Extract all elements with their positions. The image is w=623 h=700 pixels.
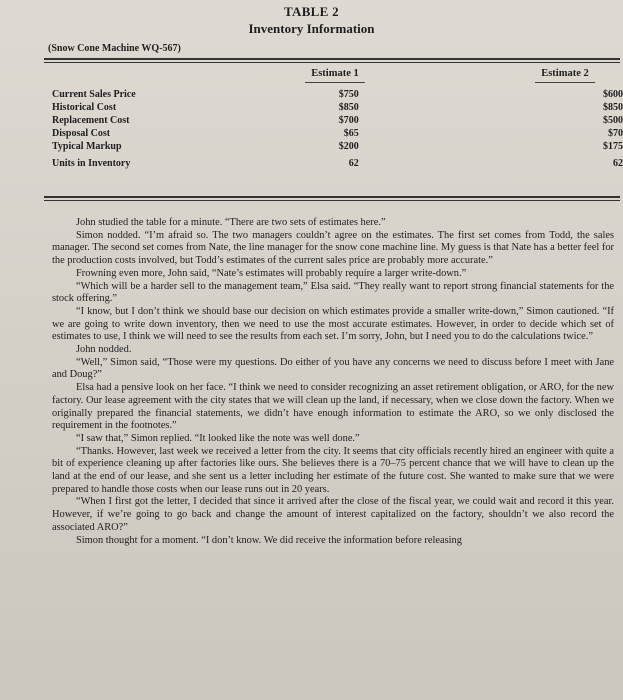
column-underline [305,82,365,83]
column-underline [535,82,595,83]
estimate-2-value: 62 [613,157,623,169]
row-label: Current Sales Price [52,88,136,100]
narrative-text [52,217,614,547]
table-bottom-rule [44,196,620,198]
table-subtitle: Inventory Information [248,21,375,36]
estimate-1-value: $65 [343,127,359,139]
row-label: Typical Markup [52,140,122,152]
table-title: TABLE 2 [284,4,339,19]
inventory-table [52,88,623,170]
table-top-rule-thin [44,62,620,63]
row-label: Units in Inventory [52,157,131,169]
estimate-2-value: $70 [608,127,623,139]
paragraph: “I saw that,” Simon replied. “It looked like the note was well done.” [76,432,360,444]
estimate-1-value: $700 [338,114,359,126]
row-label: Disposal Cost [52,127,111,139]
estimate-1-value: $850 [338,101,359,113]
paragraph: Simon thought for a moment. “I don’t know. We did receive the information before releasing [76,534,462,546]
estimate-1-value: $750 [338,88,359,100]
paragraph: “When I first got the letter, I decided that since it arrived after the close of the fiscal year, we could wait and record it this year. However, if we’re going to go back and change the amount of interest capitalized on the factory, shouldn’t we also record the associated ARO?” [52,496,614,533]
estimate-1-value: $200 [338,140,359,152]
table-row [52,88,623,101]
row-label: Replacement Cost [52,114,130,126]
table-top-rule [44,58,620,60]
paragraph: Simon nodded. “I’m afraid so. The two managers couldn’t agree on the estimates. The first set comes from Todd, the sales manager. The second set comes from Nate, the line manager for the snow cone machine line. My guess is that Nate has a better feel for the production costs involved, but Todd’s estimates of the current sales price are probably more accurate.” [52,229,614,267]
estimate-2-value: $600 [603,88,623,100]
table-row [52,140,623,153]
table-caption: (Snow Cone Machine WQ-567) [48,43,181,54]
table-row [52,101,623,114]
paragraph: “I know, but I don’t think we should base our decision on which estimates provide a smaller write-down,” Simon cautioned. “If we are going to write down inventory, then we need to use the most accurate estimates. However, in order to decide which set of estimates to use, I think we will need to see the results from each set. I’m sorry, John, but I need you to do the calculations twice.” [52,305,614,343]
paragraph: Frowning even more, John said, “Nate’s estimates will probably require a larger write-down.” [76,267,467,279]
table-bottom-rule-thin [44,200,620,201]
estimate-2-value: $175 [603,140,623,152]
paragraph: “Well,” Simon said, “Those were my questions. Do either of you have any concerns we need to discuss before I meet with Jane and Doug?” [52,356,614,381]
paragraph: “Thanks. However, last week we received a letter from the city. It seems that city officials recently hired an engineer with quite a bit of experience cleaning up after factories like ours. She believes there is a 70–75 percent chance that we will have to clean up the land at the end of our lease, and she sent us a letter including her estimate of the future cost. She wanted to make sure that we were prepared to handle those costs when our lease runs out in 20 years. [52,445,614,495]
estimate-2-value: $500 [603,114,623,126]
paragraph: John studied the table for a minute. “There are two sets of estimates here.” [76,217,386,228]
table-row [52,127,623,140]
row-label: Historical Cost [52,101,117,113]
table-row [52,153,623,170]
column-header-estimate-1: Estimate 1 [311,68,359,79]
table-row [52,114,623,127]
paragraph: Elsa had a pensive look on her face. “I think we need to consider recognizing an asset retirement obligation, or ARO, for the new factory. Our lease agreement with the city states that we will clean up the land, if necessary, when we close down the factory. When we originally prepared the financial statements, we didn’t have enough information to estimate the ARO, so we only disclosed the requirement in the footnotes.” [52,382,614,432]
estimate-2-value: $850 [603,101,623,113]
paragraph: John nodded. [76,344,132,356]
paragraph: “Which will be a harder sell to the management team,” Elsa said. “They really want to report strong financial statements for the stock offering.” [52,280,614,305]
column-header-estimate-2: Estimate 2 [541,68,589,79]
estimate-1-value: 62 [348,157,359,169]
